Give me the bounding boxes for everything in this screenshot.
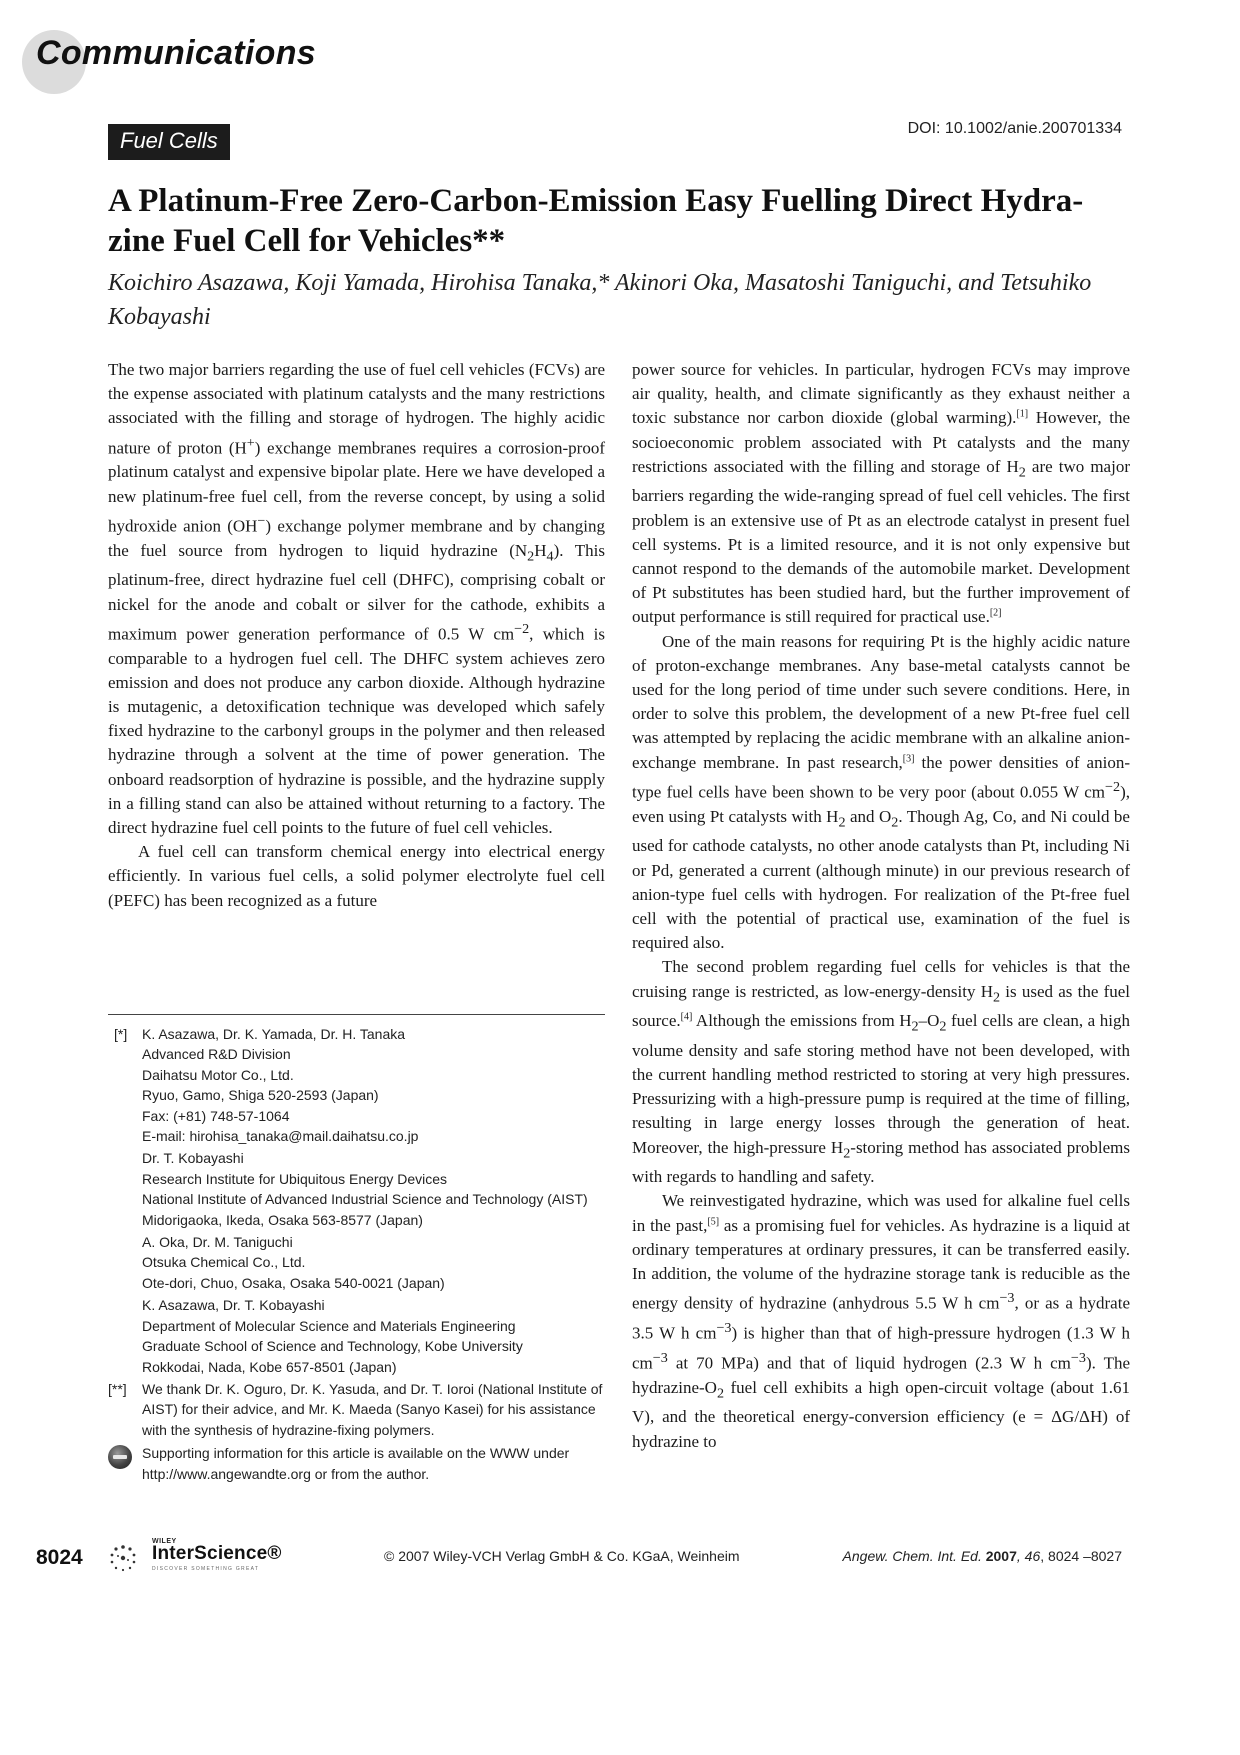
page-footer	[0, 1538, 1240, 1578]
supporting-info-icon	[108, 1445, 132, 1469]
abstract-paragraph: The two major barriers regarding the use of fuel cell vehicles (FCVs) are the expense associated with platinum catalysts and the many restrictions associated with the filling and storage of hydrogen. The highly acidic nature of proton (H+) exchange membranes requires a corrosion-proof platinum catalyst and expensive bipolar plate. Here we have developed a new platinum-free fuel cell, from the reverse concept, by using a solid hydroxide anion (OH−) exchange polymer membrane and by changing the fuel source from hydrogen to liquid hydrazine $(N_2H_4)$. This platinum-free, direct hydrazine fuel cell (DHFC), comprising cobalt or nickel for the anode and cobalt or silver for the cathode, exhibits a maximum power generation performance of 0.5 W $cm^{-2}$, which is comparable to a hydrogen fuel cell. The DHFC system achieves zero emission and does not produce any carbon dioxide. Although hydrazine is mutagenic, a detoxification technique was developed which safely fixed hydrazine to the carbonyl groups in the polymer and then released hydrazine through a solvent at the time of power generation. The onboard readsorption of hydrazine is possible, and the hydrazine supply in a filling stand can also be attained without returning to a factory. The direct hydrazine fuel cell points to the future of fuel cell vehicles.	[108, 360, 606, 838]
doi: DOI: 10.1002/anie.200701334	[907, 120, 1122, 137]
body-paragraph: One of the main reasons for requiring Pt is the highly acidic nature of proton-exchange membranes. Any base-metal catalysts cannot be used for the long period of time under such severe conditions. Here, in order to solve this problem, the development of a new Pt-free fuel cell was attempted by replacing the acidic membrane with an alkaline anion-exchange membrane. In past research,[3] the power densities of anion-type fuel cells have been shown to be very poor (about 0.055 W $cm^{-2}$), even using Pt catalysts with $H_2$ and $O_2$. Though Ag, Co, and Ni could be used for cathode catalysts, no other anode catalysts than Pt, including Ni or Pd, generated a current (although minute) in our previous research of anion-type fuel cells with hydrogen. For realization of the Pt-free fuel cell with the potential of practical use, examination of the fuel is required also.	[632, 631, 1130, 953]
logo-dots-icon	[108, 1544, 138, 1572]
topic-label: Fuel Cells	[108, 124, 230, 160]
affiliation-block: K. Asazawa, Dr. T. Kobayashi Department of Molecular Science and Materials Engineering Graduate School of Science and Technology, Kobe University Rokkodai, Nada, Kobe 657-8501 (Japan)	[142, 1297, 523, 1375]
citation-link[interactable]: [1]	[1016, 408, 1029, 420]
journal-citation: Angew. Chem. Int. Ed. 2007, 46, 8024 –8027	[842, 1548, 1122, 1564]
citation-link[interactable]: [3]	[902, 752, 915, 764]
footnote-mark: [**]	[108, 1380, 127, 1397]
footnote-mark: [*]	[114, 1026, 128, 1042]
body-column-right	[632, 358, 1130, 1454]
supporting-info	[108, 1443, 608, 1484]
citation-link[interactable]: [5]	[707, 1215, 720, 1227]
affiliation-block: Dr. T. Kobayashi Research Institute for Ubiquitous Energy Devices National Institute of Advanced Industrial Science and Technology (AIST) Midorigaoka, Ikeda, Osaka 563-8577 (Japan)	[142, 1150, 588, 1228]
affiliations	[108, 1024, 608, 1484]
affiliation-block: A. Oka, Dr. M. Taniguchi Otsuka Chemical Co., Ltd. Ote-dori, Chuo, Osaka, Osaka 540-0021 (Japan)	[142, 1234, 445, 1291]
publisher-logo: WILEY InterScience® DISCOVER SOMETHING GREAT	[108, 1538, 278, 1574]
body-column-left	[108, 358, 605, 913]
footnote-divider	[108, 1014, 605, 1015]
section-title: Communications	[36, 34, 317, 72]
email-link[interactable]: E-mail: hirohisa_tanaka@mail.daihatsu.co.jp	[142, 1128, 419, 1145]
body-paragraph: A fuel cell can transform chemical energy into electrical energy efficiently. In various fuel cells, a solid polymer electrolyte fuel cell (PEFC) has been recognized as a future	[108, 842, 605, 910]
affiliation-block: [*] K. Asazawa, Dr. K. Yamada, Dr. H. Tanaka Advanced R&D Division Daihatsu Motor Co., Ltd. Ryuo, Gamo, Shiga 520-2593 (Japan) Fax: (+81) 748-57-1064 E-mail: hirohisa_tanaka@mail.daihatsu.co.jp	[108, 1024, 608, 1146]
citation-link[interactable]: [2]	[989, 607, 1002, 619]
body-paragraph: The second problem regarding fuel cells for vehicles is that the cruising range is restricted, as low-energy-density $H_2$ is used as the fuel source.[4] Although the emissions from $H_2-O_2$ fuel cells are clean, a high volume density and safe storing method have not been developed, with the current handling method restricted to storing at very high pressures. Pressurizing with a high-pressure pump is required at the time of filling, resulting in large energy losses through the generation of heat. Moreover, the high-pressure $H_2$-storing method has associated problems with regards to handling and safety.	[632, 957, 1131, 1187]
citation-link[interactable]: [4]	[680, 1011, 693, 1023]
page-number: 8024	[36, 1546, 83, 1569]
copyright: © 2007 Wiley-VCH Verlag GmbH & Co. KGaA, Weinheim	[384, 1548, 740, 1564]
supporting-info-link[interactable]: Supporting information for this article is available on the WWW under http://www.angewandte.org or from the author.	[142, 1445, 570, 1482]
body-paragraph: We reinvestigated hydrazine, which was used for alkaline fuel cells in the past,[5] as a promising fuel for vehicles. As hydrazine is a liquid at ordinary temperatures at ordinary pressures, it can be transferred easily. In addition, the volume of the hydrazine storage tank is reducible as the energy density of hydrazine (anhydrous 5.5 W h $cm^{-3}$, or as a hydrate 3.5 W h $cm^{-3}$) is higher than that of high-pressure hydrogen (1.3 W h $cm^{-3}$ at 70 MPa) and that of liquid hydrogen (2.3 W h $cm^{-3}$). The hydrazine-$O_2$ fuel cell exhibits a high open-circuit voltage (about 1.61 V), and the theoretical energy-conversion efficiency (e = ΔG/ΔH) of hydrazine to	[632, 1191, 1131, 1451]
author-list: Koichiro Asazawa, Koji Yamada, Hirohisa Tanaka,* Akinori Oka, Masatoshi Taniguchi, and Tetsuhiko Kobayashi	[108, 270, 1092, 330]
acknowledgement: [**] We thank Dr. K. Oguro, Dr. K. Yasuda, and Dr. T. Ioroi (National Institute of AIST) for their advice, and Mr. K. Maeda (Sanyo Kasei) for his assistance with the synthesis of hydrazine-fixing polymers.	[108, 1380, 603, 1438]
body-paragraph: power source for vehicles. In particular, hydrogen FCVs may improve air quality, health, and climate significantly as they exhaust neither a toxic substance nor carbon dioxide (global warming).[1] However, the socioeconomic problem associated with Pt catalysts and the many restrictions associated with the filling and storage of $H_2$ are two major barriers regarding the wide-ranging spread of fuel cell vehicles. The first problem is an extensive use of Pt as an electrode catalyst in present fuel cell systems. Pt is a limited resource, and it is not only expensive but cannot respond to the demands of the automobile market. Development of Pt substitutes has been studied hard, but the further improvement of output performance is still required for practical use.[2]	[632, 360, 1130, 627]
article-title: A Platinum-Free Zero-Carbon-Emission Easy Fuelling Direct Hydra-zine Fuel Cell for Vehicles**	[108, 183, 1084, 259]
